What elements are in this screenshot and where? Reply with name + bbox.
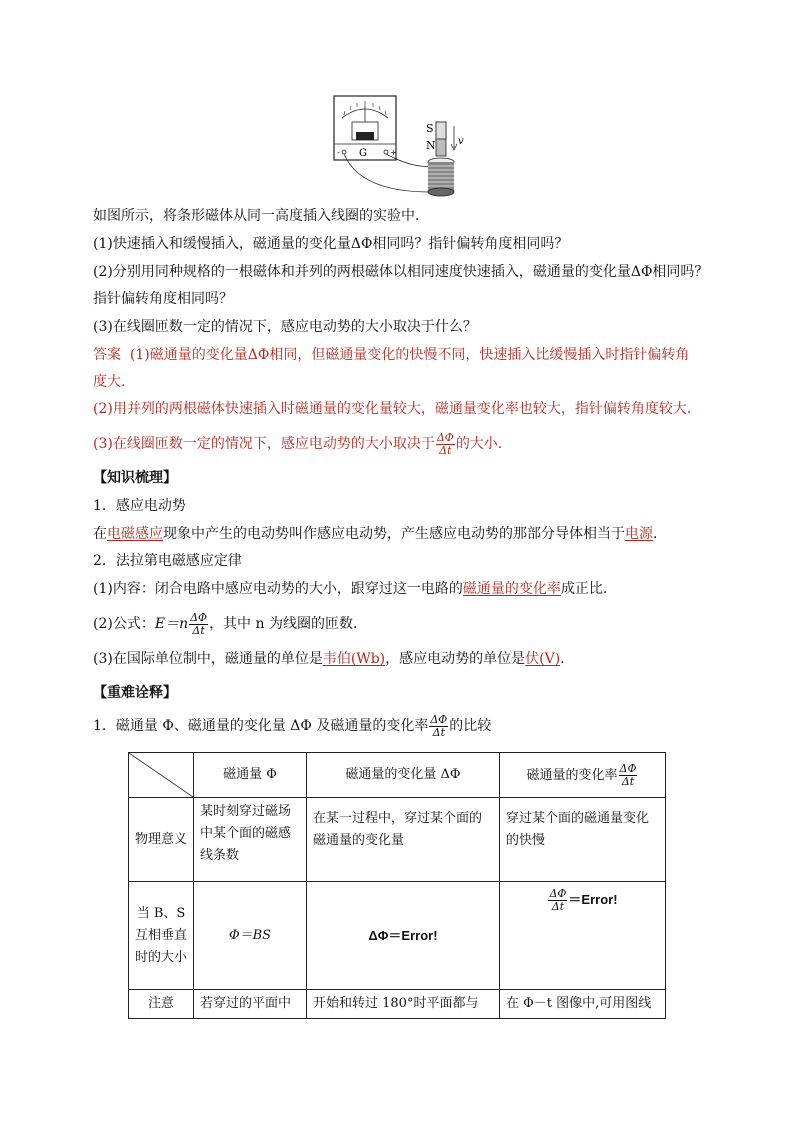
velocity-label: v bbox=[458, 136, 464, 147]
k2-title: 2．法拉第电磁感应定律 bbox=[93, 553, 242, 569]
answer-1a bbox=[93, 345, 689, 365]
answer-3-post: 的大小． bbox=[455, 436, 512, 452]
formula-frac-den: Δt bbox=[192, 623, 205, 637]
comparison-title bbox=[93, 708, 491, 744]
k1-pre: 在 bbox=[93, 526, 107, 542]
k2-unit-pre: (3)在国际单位制中，磁通量的单位是 bbox=[93, 651, 323, 667]
cmp-frac-num: ΔΦ bbox=[430, 712, 448, 726]
header-flux-rate bbox=[500, 753, 666, 798]
header-flux-change: 磁通量的变化量 ΔΦ bbox=[307, 753, 500, 798]
cmp-frac-den: Δt bbox=[432, 725, 445, 739]
row-label-physical-meaning: 物理意义 bbox=[129, 798, 194, 882]
k2-formula bbox=[93, 606, 367, 642]
header-frac-num: ΔΦ bbox=[619, 761, 637, 775]
k1-underline-2: 电源 bbox=[625, 526, 653, 542]
question-2b: 指针偏转角度相同吗？ bbox=[93, 291, 233, 307]
k1-underline-1: 电磁感应 bbox=[107, 526, 163, 542]
k2-content-post: 成正比． bbox=[560, 581, 617, 597]
meter-minus: - bbox=[337, 148, 340, 157]
answer-1b: 度大． bbox=[93, 374, 135, 390]
header-frac-den: Δt bbox=[621, 774, 635, 788]
k2-unit-end: ． bbox=[560, 651, 575, 667]
question-1: (1)快速插入和缓慢插入，磁通量的变化量ΔΦ相同吗？指针偏转角度相同吗？ bbox=[93, 236, 569, 252]
answer-3-pre: (3)在线圈匝数一定的情况下，感应电动势的大小取决于 bbox=[93, 436, 435, 452]
cell-change-note: 开始和转过 180°时平面都与 bbox=[307, 990, 500, 1019]
cell-flux-meaning: 某时刻穿过磁场中某个面的磁感线条数 bbox=[194, 798, 307, 882]
k2-formula-e: E＝n bbox=[154, 616, 189, 632]
k2-content bbox=[93, 579, 617, 599]
k2-formula-post: ，其中 n 为线圈的匝数． bbox=[209, 616, 367, 632]
k2-unit-underline-1: 韦伯(Wb) bbox=[322, 651, 386, 667]
cmp-title-fraction bbox=[429, 714, 448, 739]
table-row bbox=[129, 882, 666, 990]
galvanometer bbox=[334, 96, 397, 160]
k2-content-underline: 磁通量的变化率 bbox=[462, 581, 561, 597]
frac-den: Δt bbox=[439, 443, 452, 457]
k2-unit-underline-2: 伏(V) bbox=[525, 651, 561, 667]
k1-text bbox=[93, 524, 667, 544]
diagonal-line bbox=[129, 753, 193, 797]
magnet-n-label: N bbox=[426, 139, 436, 152]
section-knowledge: 【知识梳理】 bbox=[93, 470, 177, 486]
k1-end: ． bbox=[653, 526, 667, 542]
frac-num: ΔΦ bbox=[436, 430, 454, 444]
intro-text: 如图所示，将条形磁体从同一高度插入线圈的实验中． bbox=[93, 208, 429, 224]
row-label-note: 注意 bbox=[129, 990, 194, 1019]
header-flux: 磁通量 Φ bbox=[194, 753, 307, 798]
cell-change-formula: ΔΦ＝Error! bbox=[307, 882, 500, 990]
question-3: (3)在线圈匝数一定的情况下，感应电动势的大小取决于什么？ bbox=[93, 319, 477, 335]
cell-flux-note: 若穿过的平面中 bbox=[194, 990, 307, 1019]
velocity-arrow bbox=[451, 126, 464, 150]
table-row bbox=[129, 990, 666, 1019]
header-fraction bbox=[619, 763, 638, 788]
bar-magnet bbox=[426, 122, 446, 156]
rate-frac-den: Δt bbox=[551, 900, 565, 913]
coil bbox=[428, 158, 454, 196]
table-row bbox=[129, 798, 666, 882]
cell-rate-meaning: 穿过某个面的磁通量变化的快慢 bbox=[500, 798, 666, 882]
cmp-title-pre: 1．磁通量 Φ、磁通量的变化量 ΔΦ 及磁通量的变化率 bbox=[93, 718, 429, 734]
table-header-row bbox=[129, 753, 666, 798]
answer-label: 答案 bbox=[93, 347, 121, 363]
table-corner-cell bbox=[129, 753, 194, 798]
experiment-figure bbox=[330, 92, 480, 198]
magnet-s-label: S bbox=[426, 122, 434, 135]
k2-formula-pre: (2)公式： bbox=[93, 616, 155, 632]
formula-frac-num: ΔΦ bbox=[190, 610, 208, 624]
question-2a: (2)分别用同种规格的一根磁体和并列的两根磁体以相同速度快速插入，磁通量的变化量ΔΦ相同吗？ bbox=[93, 264, 709, 280]
k2-unit-mid: ，感应电动势的单位是 bbox=[385, 651, 526, 667]
rate-formula-text: ＝Error! bbox=[568, 892, 618, 907]
header-flux-rate-text: 磁通量的变化率 bbox=[526, 767, 618, 783]
meter-plus: + bbox=[390, 148, 397, 157]
cell-rate-note: 在 Φ－t 图像中,可用图线 bbox=[500, 990, 666, 1019]
k2-unit bbox=[93, 649, 574, 669]
k1-mid: 现象中产生的电动势叫作感应电动势，产生感应电动势的那部分导体相当于 bbox=[163, 526, 625, 542]
meter-letter: G bbox=[359, 148, 367, 159]
row-label-perpendicular: 当 B、S 互相垂直时的大小 bbox=[129, 882, 194, 990]
answer-2: (2)用并列的两根磁体快速插入时磁通量的变化量较大，磁通量变化率也较大，指针偏转角度较大． bbox=[93, 401, 701, 417]
cmp-title-post: 的比较 bbox=[449, 718, 492, 734]
rate-fraction bbox=[548, 888, 567, 913]
answer-1a-text: (1)磁通量的变化量ΔΦ相同，但磁通量变化的快慢不同，快速插入比缓慢插入时指针偏转角 bbox=[129, 347, 690, 363]
answer-3 bbox=[93, 426, 512, 462]
rate-frac-num: ΔΦ bbox=[549, 887, 567, 900]
cell-change-meaning: 在某一过程中，穿过某个面的磁通量的变化量 bbox=[307, 798, 500, 882]
k2-content-pre: (1)内容：闭合电路中感应电动势的大小，跟穿过这一电路的 bbox=[93, 581, 463, 597]
section-key-points: 【重难诠释】 bbox=[93, 685, 177, 701]
formula-fraction bbox=[189, 612, 208, 637]
cell-flux-formula: Φ＝BS bbox=[194, 882, 307, 990]
comparison-table bbox=[128, 752, 666, 1019]
cell-rate-formula bbox=[500, 882, 666, 990]
k1-title: 1．感应电动势 bbox=[93, 498, 186, 514]
delta-phi-over-delta-t bbox=[436, 432, 455, 457]
